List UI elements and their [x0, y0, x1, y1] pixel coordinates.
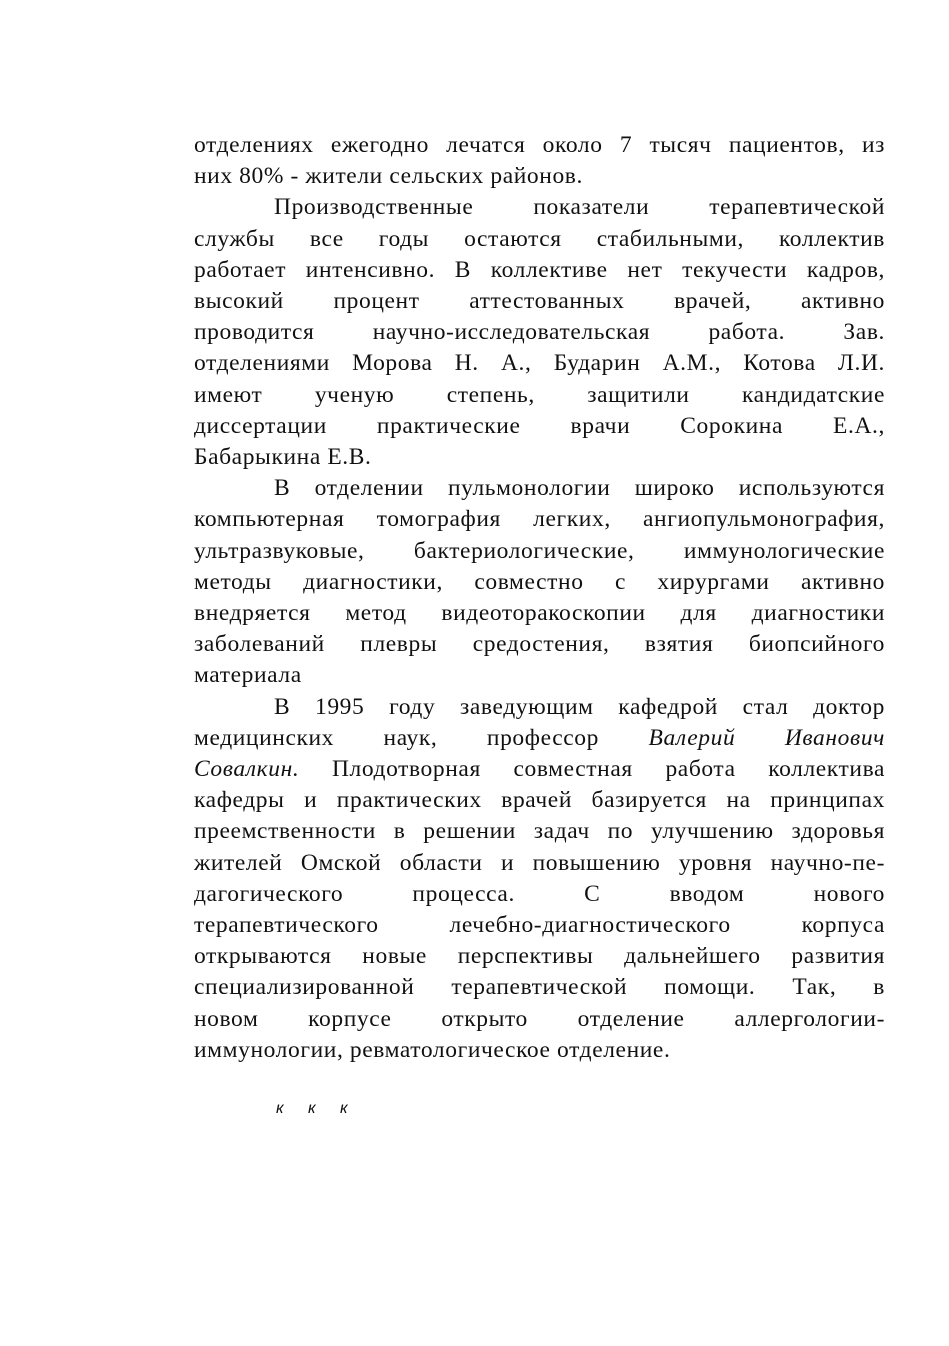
text-line: заболеваний плевры средостения, взятия биопсийного	[194, 631, 885, 658]
paragraph-4	[194, 692, 885, 1066]
text-line: отделениях ежегодно лечатся около 7 тысяч пациентов, из	[194, 132, 885, 158]
body-text	[194, 130, 885, 1066]
text-line-mixed	[194, 754, 885, 785]
text-line: Производственные показатели терапевтической	[274, 194, 885, 221]
text-line: компьютерная томография легких, ангиопульмонография,	[194, 506, 885, 533]
text-line: кафедры и практических врачей базируется на принципах	[194, 787, 885, 814]
text-line: них 80% - жители сельских районов.	[194, 163, 583, 190]
text-line: ультразвуковые, бактериологические, иммунологические	[194, 537, 885, 564]
text-line: новом корпусе открыто отделение аллергологии-	[194, 1005, 885, 1032]
text-line: работает интенсивно. В коллективе нет текучести кадров,	[194, 256, 885, 283]
text-line: иммунологии, ревматологическое отделение.	[194, 1036, 671, 1063]
italic-name: Совалкин.	[194, 756, 300, 783]
text-line: имеют ученую степень, защитили кандидатские	[194, 381, 885, 408]
text-line: специализированной терапевтической помощи. Так, в	[194, 974, 885, 1001]
text-run: Плодотворная совместная работа коллектива	[331, 756, 885, 783]
paragraph-1	[194, 130, 885, 192]
text-line: методы диагностики, совместно с хирургами активно	[194, 568, 885, 595]
text-run: медицинских наук, профессор	[194, 724, 599, 751]
text-line: жителей Омской области и повышению уровня научно-пе-	[194, 849, 885, 876]
text-line: терапевтического лечебно-диагностического корпуса	[194, 912, 885, 939]
text-line: внедряется метод видеоторакоскопии для диагностики	[194, 600, 885, 627]
text-line: дагогического процесса. С вводом нового	[194, 880, 885, 907]
text-line: материала	[194, 662, 302, 689]
text-line: диссертации практические врачи Сорокина Е.А.,	[194, 412, 885, 439]
text-line-mixed	[194, 723, 885, 754]
text-line: службы все годы остаются стабильными, коллектив	[194, 225, 885, 252]
text-line: Бабарыкина Е.В.	[194, 444, 372, 471]
italic-name: Валерий Иванович	[648, 724, 885, 751]
text-line: преемственности в решении задач по улучшению здоровья	[194, 818, 885, 845]
text-line: В отделении пульмонологии широко используются	[274, 475, 885, 502]
text-line: открываются новые перспективы дальнейшего развития	[194, 943, 885, 970]
text-line: высокий процент аттестованных врачей, активно	[194, 288, 885, 315]
text-line: В 1995 году заведующим кафедрой стал доктор	[274, 693, 885, 720]
paragraph-3	[194, 473, 885, 691]
text-line: отделениями Морова Н. А., Бударин А.М., Котова Л.И.	[194, 350, 885, 377]
text-line: проводится научно-исследовательская работа. Зав.	[194, 319, 885, 346]
paragraph-2	[194, 192, 885, 473]
section-separator: к к к	[276, 1100, 358, 1117]
